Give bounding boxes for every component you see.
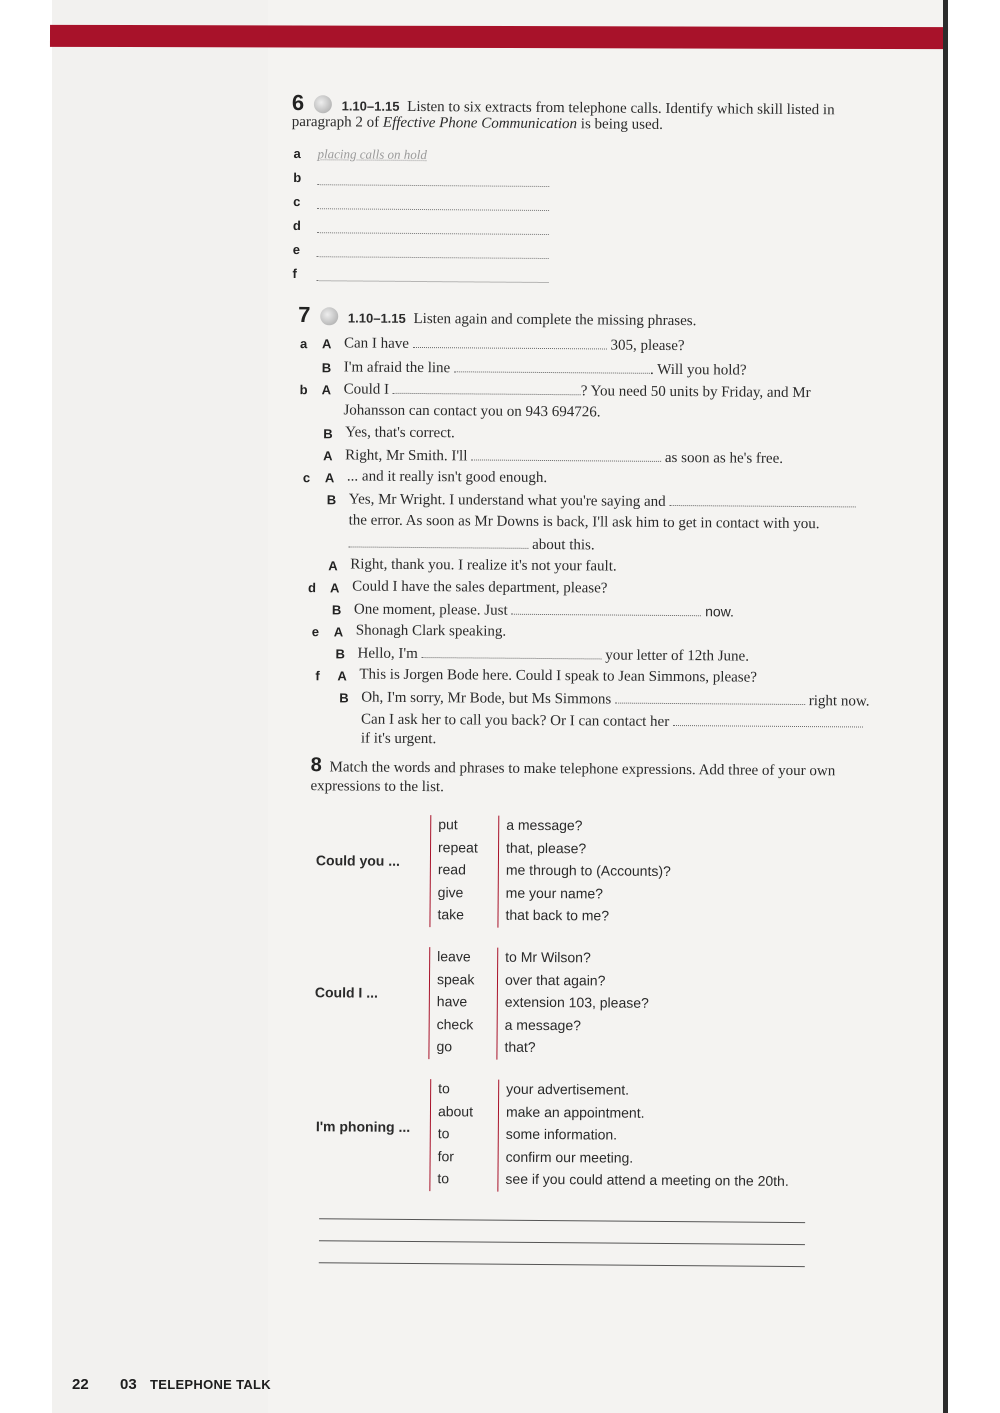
match-word[interactable]: check — [436, 1015, 474, 1032]
speaker-label: B — [323, 426, 333, 442]
dialogue-line: Shonagh Clark speaking. — [355, 622, 507, 640]
item-letter: f — [315, 668, 320, 684]
match-phrase[interactable]: some information. — [505, 1125, 618, 1143]
match-phrase[interactable]: extension 103, please? — [504, 993, 649, 1011]
match-word[interactable]: for — [437, 1147, 455, 1164]
speaker-label: A — [323, 448, 333, 464]
match-word[interactable]: to — [438, 1080, 450, 1097]
phrase-column — [504, 946, 649, 1060]
dialogue-line — [354, 601, 734, 622]
dialogue-text: Can I have — [343, 335, 410, 352]
divider-bar — [496, 948, 498, 1060]
match-phrase[interactable]: confirm our meeting. — [505, 1148, 634, 1166]
gap-blank[interactable] — [669, 493, 855, 507]
dialogue-text: I'm afraid the line — [343, 359, 451, 377]
item-letter: d — [308, 580, 317, 596]
dialogue-line — [344, 358, 747, 379]
divider-bar — [429, 815, 431, 927]
match-phrase[interactable]: your advertisement. — [506, 1080, 630, 1098]
gap-blank[interactable] — [421, 645, 601, 659]
dialogue-text: One moment, please. Just — [353, 601, 508, 619]
match-word[interactable]: give — [437, 883, 464, 900]
audio-cd-icon[interactable] — [320, 307, 338, 325]
gap-blank[interactable] — [471, 447, 661, 461]
dialogue-text: ? You need 50 units by Friday, and Mr — [580, 383, 811, 402]
item-letter: b — [299, 382, 308, 398]
unit-title: TELEPHONE TALK — [150, 1377, 271, 1392]
dialogue-text: Can I ask her to call you back? Or I can contact her — [360, 711, 670, 730]
divider-bar — [428, 947, 430, 1059]
exercise-8-instruction-line2: expressions to the list. — [310, 778, 444, 796]
dialogue-line — [344, 380, 811, 402]
audio-cd-icon[interactable] — [314, 95, 332, 113]
dialogue-text: . Will you hold? — [649, 361, 747, 379]
speaker-label: A — [337, 668, 347, 684]
exercise-6-number: 6 — [291, 90, 305, 116]
phrase-column — [505, 814, 671, 928]
item-letter: a — [293, 146, 301, 162]
dialogue-line — [344, 334, 685, 355]
match-word[interactable]: have — [436, 993, 468, 1010]
item-letter: d — [292, 218, 301, 234]
dialogue-line: Johansson can contact you on 943 694726. — [343, 402, 601, 421]
dialogue-text: your letter of 12th June. — [605, 647, 750, 665]
dialogue-text: Could I — [343, 381, 390, 398]
sample-answer-text: placing calls on hold — [317, 146, 427, 163]
exercise-7-number: 7 — [298, 302, 311, 328]
match-phrase[interactable]: me through to (Accounts)? — [505, 861, 671, 879]
exercise-8-heading — [311, 754, 836, 781]
dialogue-text: now. — [705, 603, 735, 620]
dialogue-line — [348, 534, 594, 554]
gap-blank[interactable] — [615, 691, 805, 705]
dialogue-line: ... and it really isn't good enough. — [346, 468, 548, 487]
page-edge — [943, 0, 948, 1413]
exercise-6-instruction-line1: Listen to six extracts from telephone calls. Identify which skill listed in — [407, 98, 835, 119]
word-column — [437, 813, 478, 926]
item-letter: b — [293, 170, 302, 186]
gap-blank[interactable] — [454, 359, 650, 374]
item-letter: c — [293, 194, 301, 210]
dialogue-line: Could I have the sales department, please? — [352, 578, 608, 597]
match-word[interactable]: put — [438, 816, 458, 833]
instruction-text-end: is being used. — [577, 116, 663, 133]
speaker-label: B — [326, 492, 337, 508]
dialogue-text: Yes, Mr Wright. I understand what you're saying and — [348, 491, 666, 510]
match-word[interactable]: go — [436, 1038, 453, 1055]
exercise-7-instruction: Listen again and complete the missing phrases. — [413, 310, 697, 330]
phrase-column — [505, 1078, 789, 1193]
match-lead: I'm phoning ... — [315, 1118, 411, 1135]
speaker-label: A — [321, 382, 332, 398]
speaker-label: B — [321, 360, 332, 376]
match-phrase[interactable]: a message? — [504, 1016, 582, 1033]
dialogue-text: Right, Mr Smith. I'll — [345, 447, 468, 465]
exercise-7-heading — [298, 302, 696, 331]
match-phrase[interactable]: a message? — [506, 816, 583, 834]
gap-blank[interactable] — [393, 381, 581, 395]
gap-blank[interactable] — [511, 602, 701, 616]
match-word[interactable]: read — [437, 861, 466, 878]
unit-number: 03 — [120, 1376, 137, 1393]
gap-blank[interactable] — [348, 534, 528, 548]
divider-bar — [497, 816, 499, 928]
sample-answer — [317, 146, 427, 164]
match-group-im-phoning — [315, 1076, 876, 1200]
dialogue-line: Right, thank you. I realize it's not your fault. — [350, 556, 617, 575]
instruction-text: paragraph 2 of — [291, 113, 384, 131]
match-word[interactable]: to — [437, 1125, 450, 1142]
dialogue-text: about this. — [532, 536, 595, 554]
dialogue-text: 305, please? — [610, 337, 685, 355]
dialogue-text: Hello, I'm — [357, 645, 418, 663]
match-group-could-you — [315, 812, 876, 936]
match-phrase[interactable]: make an appointment. — [505, 1103, 645, 1121]
match-phrase[interactable]: me your name? — [505, 884, 604, 901]
top-color-bar — [50, 25, 948, 49]
speaker-label: A — [330, 580, 340, 596]
dialogue-line — [358, 645, 750, 666]
match-lead: Could you ... — [315, 852, 401, 869]
speaker-label: A — [324, 470, 335, 486]
match-word[interactable]: speak — [436, 970, 475, 987]
exercise-7-track: 1.10–1.15 — [347, 310, 406, 326]
speaker-label: B — [335, 646, 346, 662]
match-phrase[interactable]: see if you could attend a meeting on the 20th. — [505, 1170, 789, 1189]
match-word[interactable]: to — [437, 1170, 450, 1187]
match-phrase[interactable]: that, please? — [505, 839, 587, 856]
dialogue-text: as soon as he's free. — [664, 449, 784, 467]
dialogue-line: the error. As soon as Mr Downs is back, I'll ask him to get in contact with you. — [348, 512, 820, 533]
word-column — [436, 945, 474, 1058]
match-word[interactable]: leave — [437, 948, 471, 965]
dialogue-line: Yes, that's correct. — [345, 424, 455, 442]
word-column — [437, 1077, 473, 1190]
speaker-label: B — [331, 602, 342, 618]
speaker-label: A — [328, 558, 338, 574]
exercise-6-instruction-line2 — [292, 114, 663, 134]
article-title: Effective Phone Communication — [382, 114, 578, 133]
match-word[interactable]: about — [437, 1102, 474, 1119]
page-margin-column — [52, 0, 268, 1413]
item-letter: e — [292, 242, 301, 258]
match-phrase[interactable]: that? — [504, 1038, 536, 1055]
match-phrase[interactable]: that back to me? — [505, 906, 610, 924]
dialogue-line: if it's urgent. — [360, 730, 437, 748]
divider-bar — [429, 1079, 431, 1191]
match-word[interactable]: take — [437, 906, 465, 923]
page-number: 22 — [72, 1376, 89, 1393]
speaker-label: B — [339, 690, 349, 706]
gap-blank[interactable] — [413, 335, 607, 350]
match-group-could-i — [314, 944, 875, 1068]
item-letter: f — [292, 266, 297, 282]
match-lead: Could I ... — [314, 984, 378, 1001]
divider-bar — [497, 1080, 499, 1192]
item-letter: e — [311, 624, 320, 640]
speaker-label: A — [321, 336, 332, 352]
dialogue-line: This is Jorgen Bode here. Could I speak to Jean Simmons, please? — [359, 666, 758, 686]
match-phrase[interactable]: over that again? — [504, 971, 606, 988]
dialogue-line — [345, 446, 783, 467]
item-letter: c — [302, 470, 311, 486]
match-word[interactable]: repeat — [437, 838, 478, 855]
item-letter: a — [299, 336, 308, 352]
gap-blank[interactable] — [673, 713, 863, 727]
exercise-6-track: 1.10–1.15 — [341, 98, 400, 114]
dialogue-text: Oh, I'm sorry, Mr Bode, but Ms Simmons — [361, 689, 612, 708]
match-phrase[interactable]: to Mr Wilson? — [505, 948, 591, 966]
speaker-label: A — [333, 624, 344, 640]
dialogue-text: right now. — [808, 693, 870, 710]
exercise-8-number: 8 — [310, 754, 322, 777]
exercise-8-instruction-line1: Match the words and phrases to make telephone expressions. Add three of your own — [329, 759, 836, 780]
